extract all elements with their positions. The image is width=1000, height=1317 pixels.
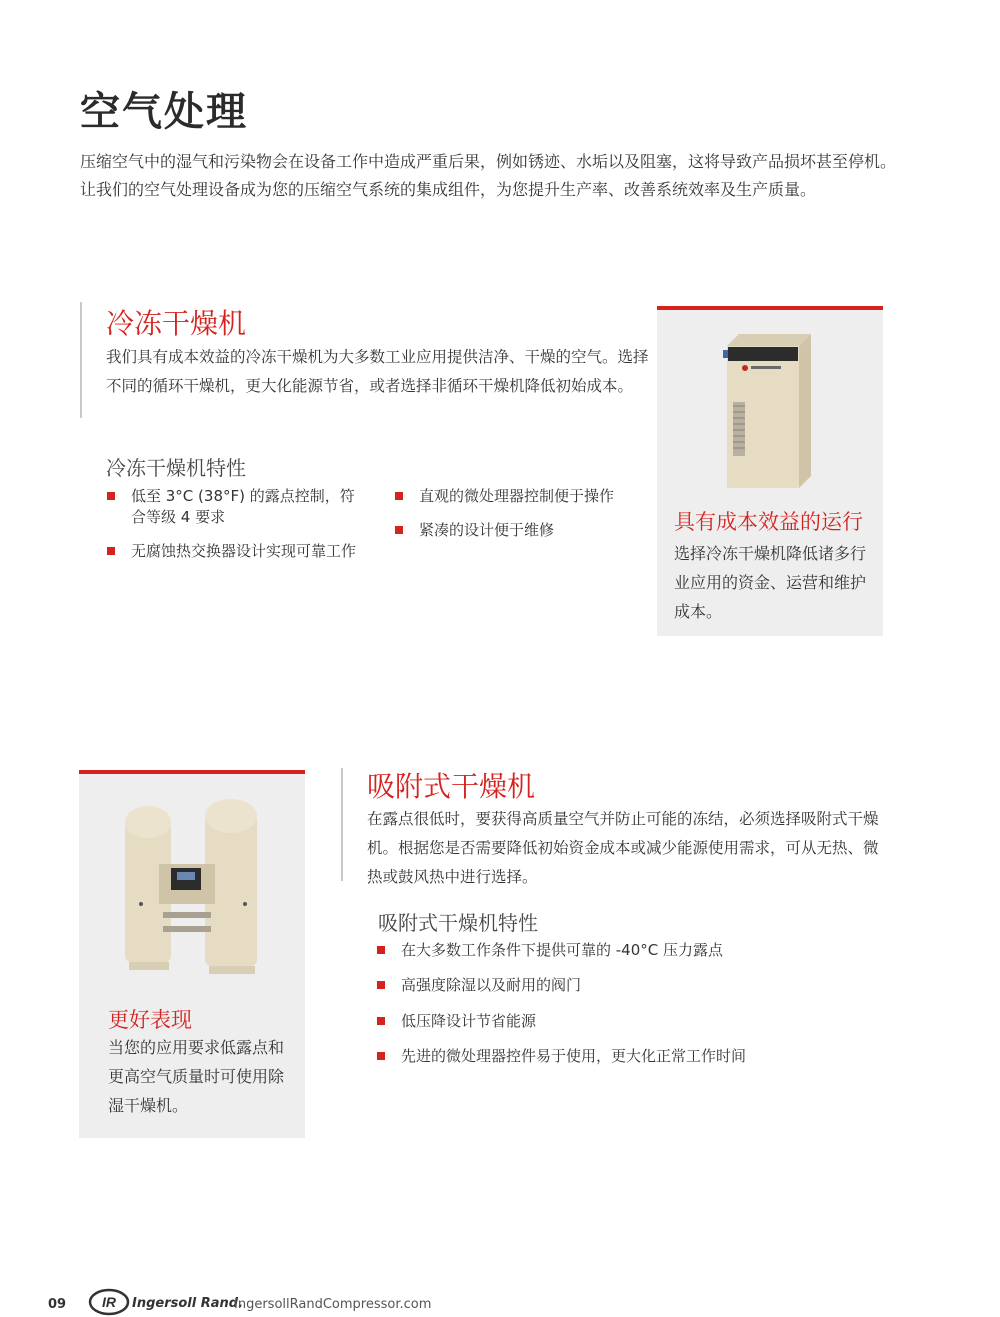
feature-list-item: 高强度除湿以及耐用的阀门 (377, 975, 897, 996)
svg-text:IR: IR (102, 1294, 116, 1310)
bullet-square-icon (377, 981, 385, 989)
feature-list-item: 直观的微处理器控制便于操作 (395, 486, 655, 507)
ingersoll-rand-logo-icon (88, 1288, 130, 1316)
section-divider-bar (80, 302, 82, 418)
refrigerated-features-heading: 冷冻干燥机特性 (106, 456, 246, 480)
refrigerated-dryer-image (719, 332, 819, 492)
bullet-square-icon (107, 547, 115, 555)
feature-list-item: 低至 3°C (38°F) 的露点控制，符合等级 4 要求 (107, 486, 369, 528)
bullet-square-icon (107, 492, 115, 500)
bullet-square-icon (377, 1052, 385, 1060)
desiccant-dryer-heading: 吸附式干燥机 (367, 770, 536, 803)
page-title: 空气处理 (80, 89, 248, 135)
bullet-square-icon (377, 946, 385, 954)
refrigerated-dryer-description: 我们具有成本效益的冷冻干燥机为大多数工业应用提供洁净、干燥的空气。选择不同的循环干燥机，更大化能源节省，或者选择非循环干燥机降低初始成本。 (106, 348, 649, 395)
bullet-square-icon (395, 526, 403, 534)
refrigerated-dryer-heading: 冷冻干燥机 (106, 307, 247, 340)
intro-paragraph: 压缩空气中的湿气和污染物会在设备工作中造成严重后果，例如锈迹、水垢以及阻塞，这将导致产品损坏甚至停机。让我们的空气处理设备成为您的压缩空气系统的集成组件，为您提升生产率、改善系统效率及生产质量。 (80, 152, 897, 199)
feature-list-item: 无腐蚀热交换器设计实现可靠工作 (107, 541, 369, 562)
feature-list-item: 紧凑的设计便于维修 (395, 520, 655, 541)
card-text: 当您的应用要求低露点和更高空气质量时可使用除湿干燥机。 (108, 1038, 285, 1115)
card-text: 选择冷冻干燥机降低诸多行业应用的资金、运营和维护成本。 (674, 544, 867, 621)
bullet-square-icon (377, 1017, 385, 1025)
footer-brand: Ingersoll Rand. (132, 1296, 244, 1311)
desiccant-features-heading: 吸附式干燥机特性 (378, 911, 538, 935)
footer-url[interactable]: IngersollRandCompressor.com (234, 1297, 432, 1312)
feature-list-item: 在大多数工作条件下提供可靠的 -40°C 压力露点 (377, 940, 897, 961)
card-title: 具有成本效益的运行 (674, 510, 863, 534)
desiccant-dryer-card (79, 770, 305, 1138)
section-divider-bar (341, 768, 343, 881)
page-number: 09 (48, 1297, 67, 1312)
desiccant-dryer-description: 在露点很低时，要获得高质量空气并防止可能的冻结，必须选择吸附式干燥机。根据您是否需要降低初始资金成本或减少能源使用需求，可从无热、微热或鼓风热中进行选择。 (367, 810, 879, 886)
feature-list-item: 先进的微处理器控件易于使用，更大化正常工作时间 (377, 1046, 897, 1067)
card-title: 更好表现 (108, 1008, 192, 1032)
desiccant-dryer-image (119, 794, 269, 984)
feature-list-item: 低压降设计节省能源 (377, 1011, 897, 1032)
refrigerated-dryer-card (657, 306, 883, 636)
bullet-square-icon (395, 492, 403, 500)
